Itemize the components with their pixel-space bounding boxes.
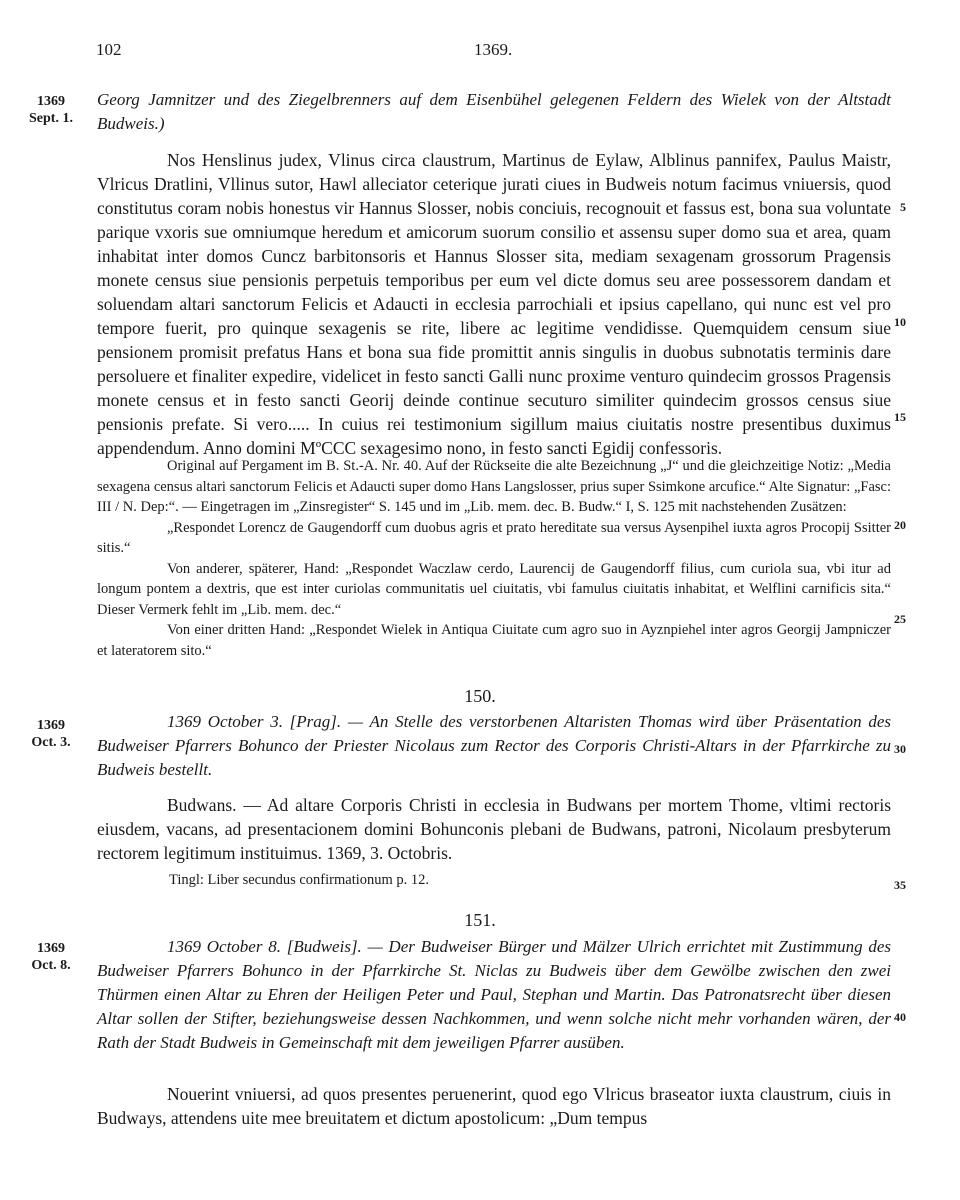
margin-date-oct-8: 1369 Oct. 8. xyxy=(31,941,71,973)
regest-149: Georg Jamnitzer und des Ziegelbrenners auf dem Eisenbühel gelegenen Feldern des Wielek von der Altstadt Budweis.) xyxy=(97,90,891,133)
running-year: 1369. xyxy=(474,40,513,59)
document-text-151: Nouerint vniuersi, ad quos presentes peruenerint, quod ego Vlricus braseator iuxta claustrum, ciuis in Budways, attendens uite mee breuitatem et dictum apostolicum: „Dum tempus xyxy=(97,1084,891,1128)
page-number: 102 xyxy=(96,40,122,59)
line-number: 40 xyxy=(894,1010,906,1024)
line-number: 10 xyxy=(894,315,906,329)
margin-date-oct-3: 1369 Oct. 3. xyxy=(31,718,71,750)
note-paragraph: „Respondet Lorencz de Gaugendorff cum duobus agris et prato hereditate sua versus Aysenpihel iuxta agros Procopij Ssitter sitis.“ xyxy=(97,519,891,556)
line-number: 15 xyxy=(894,410,906,424)
note-paragraph: Original auf Pergament im B. St.-A. Nr. 40. Auf der Rückseite die alte Bezeichnung „J“ und die gleichzeitige Notiz: „Media sexagena census altari sanctorum Felicis et Adaucti super domo Hans Langslosser, prius super Ssimkone arcufice.“ Alte Signatur: „Fasc: III / N. Dep:“. — Eingetragen im „Zinsregister“ S. 145 und im „Lib. mem. dec. B. Budw.“ I, S. 125 mit nachstehenden Zusätzen: xyxy=(97,458,891,515)
document-text-149: Nos Henslinus judex, Vlinus circa claustrum, Martinus de Eylaw, Alblinus pannifex, Paulus Maistr, Vlricus Dratlini, Vllinus sutor, Hawl alleciator ceterique jurati ciues in Budweis notum facimus vniuersis, quod constitutus coram nobis honestus vir Hannus Slosser, nobis conciuis, recognouit et fassus est, bona sua voluntate parique vxoris sue omniumque heredum et amicorum suorum consilio et assensu super domo sua et area, quam inhabitat inter domos Cuncz barbitonsoris et Hannus Slosser sita, mediam sexagenam grossorum Pragensis monete census siue pensionis perpetuis temporibus per eum vel dicte domus seu aree possessorem dandam et soluendam altari sanctorum Felicis et Adaucti in ecclesia parrochiali et ipsius capellano, qui nunc est vel pro tempore fuerit, pro quinque sexagenis se rite, libere ac legitime vendidisse. Quemquidem censum siue pensionem promisit prefatus Hans et bona sua fide promittit annis singulis in duobus subnotatis terminis dare persoluere et finaliter expedire, videlicet in festo sancti Galli nunc proxime venturo quindecim grossos Pragensis monete census et in festo sancti Georij deinde continue secuturo similiter quindecim grossos census siue pensionis prefate. Si vero..... In cuius rei testimonium sigillum maius ciuitatis nostre presentibus duximus appendendum. Anno domini MºCCC sexagesimo nono, in festo sancti Egidij confessoris. xyxy=(97,150,891,458)
line-number: 5 xyxy=(900,200,906,214)
document-text-150: Budwans. — Ad altare Corporis Christi in ecclesia in Budwans per mortem Thome, vltimi rectoris eiusdem, vacans, ad presentacionem domini Bohunconis plebani de Budwans, patroni, Nicolaum presbyterum rectorem legitimum instituimus. 1369, 3. Octobris. xyxy=(97,795,891,863)
document-number-150: 150. xyxy=(464,686,496,706)
line-number: 35 xyxy=(894,878,906,892)
regest-151: 1369 October 8. [Budweis]. — Der Budweiser Bürger und Mälzer Ulrich errichtet mit Zustimmung des Budweiser Pfarrers Bohunco in der Pfarrkirche St. Niclas zu Budweis über dem Gewölbe zwischen den zwei Thürmen einen Altar zu Ehren der Heiligen Peter und Paul, Stephan und Martin. Das Patronatsrecht über diesen Altar sollen der Stifter, beziehungsweise dessen Nachkommen, und wenn solche nicht mehr vorhanden wären, der Rath der Stadt Budweis in Gemeinschaft mit dem jeweiligen Pfarrer ausüben. xyxy=(97,937,891,1052)
note-paragraph: Von einer dritten Hand: „Respondet Wielek in Antiqua Ciuitate cum agro suo in Ayznpiehel inter agros Georgij Jampniczer et lateratorem sito.“ xyxy=(97,622,891,659)
line-number: 25 xyxy=(894,612,906,626)
regest-150: 1369 October 3. [Prag]. — An Stelle des verstorbenen Altaristen Thomas wird über Präsentation des Budweiser Pfarrers Bohunco der Priester Nicolaus zum Rector des Corporis Christi-Altars in der Pfarrkirche zu Budweis bestellt. xyxy=(97,712,891,779)
notes-149 xyxy=(97,456,891,661)
note-150: Tingl: Liber secundus confirmationum p. 12. xyxy=(169,872,430,888)
document-number-151: 151. xyxy=(464,910,496,930)
line-number: 30 xyxy=(894,742,906,756)
margin-date-sept-1: 1369 Sept. 1. xyxy=(29,94,73,126)
line-number: 20 xyxy=(894,518,906,532)
note-paragraph: Von anderer, späterer, Hand: „Respondet Waczlaw cerdo, Laurencij de Gaugendorff filius, cum curiola sua, vbi itur ad longum pontem a dextris, que est inter curiolas communitatis uel ciuitatis, vbi famulus ciuitatis inhabitat, et Welflini carnificis sita.“ Dieser Vermerk fehlt im „Lib. mem. dec.“ xyxy=(97,560,891,618)
